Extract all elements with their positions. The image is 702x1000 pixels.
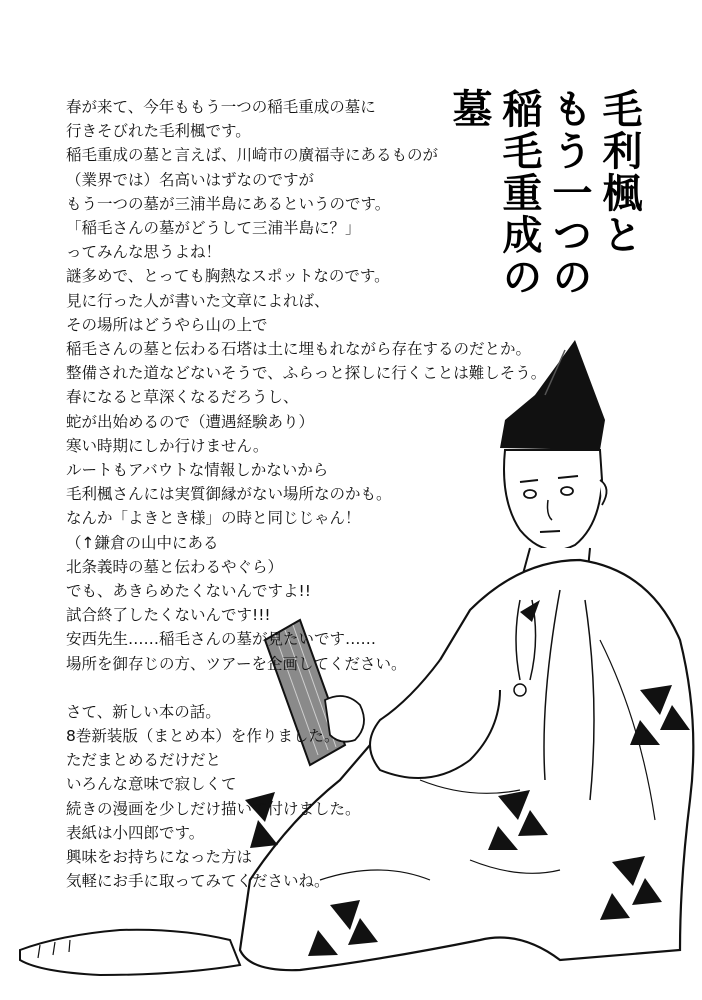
text-line: 表紙は小四郎です。 [66, 823, 205, 842]
text-line: 春が来て、今年ももう一つの稲毛重成の墓に [66, 98, 376, 116]
text-line: でも、あきらめたくないんですよ!! [66, 582, 311, 601]
title-line-1: 毛利楓と [596, 88, 642, 256]
text-line: 試合終了したくないんです!!! [66, 606, 271, 625]
text-line: ただまとめるだけだと [66, 751, 222, 770]
text-line: 見に行った人が書いた文章によれば、 [66, 291, 330, 310]
text-line: 8巻新装版（まとめ本）を作りました。 [66, 727, 340, 746]
text-line: （↑鎌倉の山中にある [66, 533, 219, 552]
text-line: いろんな意味で寂しくて [66, 775, 237, 794]
text-line: ルートもアバウトな情報しかないから [66, 461, 329, 480]
text-line: なんか「よきとき様」の時と同じじゃん！ [66, 509, 361, 528]
text-line: （業界では）名高いはずなのですが [66, 170, 315, 189]
paragraph-gap [66, 676, 626, 700]
text-line: ってみんな思うよね！ [66, 243, 222, 262]
text-line: 毛利楓さんには実質御縁がない場所なのかも。 [66, 485, 392, 504]
text-line: 寒い時期にしか行けません。 [66, 436, 269, 455]
text-line: 稲毛さんの墓と伝わる石塔は土に埋もれながら存在するのだとか。 [66, 340, 532, 359]
text-line: 気軽にお手に取ってみてくださいね。 [66, 872, 330, 891]
essay-text [66, 95, 626, 894]
text-line: その場所はどうやら山の上で [66, 315, 268, 334]
text-line: 続きの漫画を少しだけ描いて付けました。 [66, 799, 361, 818]
text-line: 蛇が出始めるので（遭遇経験あり） [66, 412, 315, 431]
text-line: 謎多めで、とっても胸熱なスポットなのです。 [66, 267, 390, 286]
text-line: 春になると草深くなるだろうし、 [66, 388, 299, 407]
title-line-3: 稲毛重成の墓 [446, 88, 542, 298]
text-line: 整備された道などないそうで、ふらっと探しに行くことは難しそう。 [66, 364, 547, 383]
text-line: 安西先生……稲毛さんの墓が見たいです…… [66, 630, 377, 649]
title-line-2: もう一つの [546, 88, 592, 298]
text-line: 「稲毛さんの墓がどうして三浦半島に？」 [66, 219, 361, 238]
text-line: 行きそびれた毛利楓です。 [66, 122, 251, 141]
text-line: さて、新しい本の話。 [66, 702, 221, 721]
text-line: 北条義時の墓と伝わるやぐら） [66, 557, 284, 576]
text-line: もう一つの墓が三浦半島にあるというのです。 [66, 194, 391, 213]
text-line: 興味をお持ちになった方は [66, 848, 253, 867]
text-line: 稲毛重成の墓と言えば、川崎市の廣福寺にあるものが [66, 146, 439, 165]
text-line: 場所を御存じの方、ツアーを企画してください。 [66, 654, 407, 673]
